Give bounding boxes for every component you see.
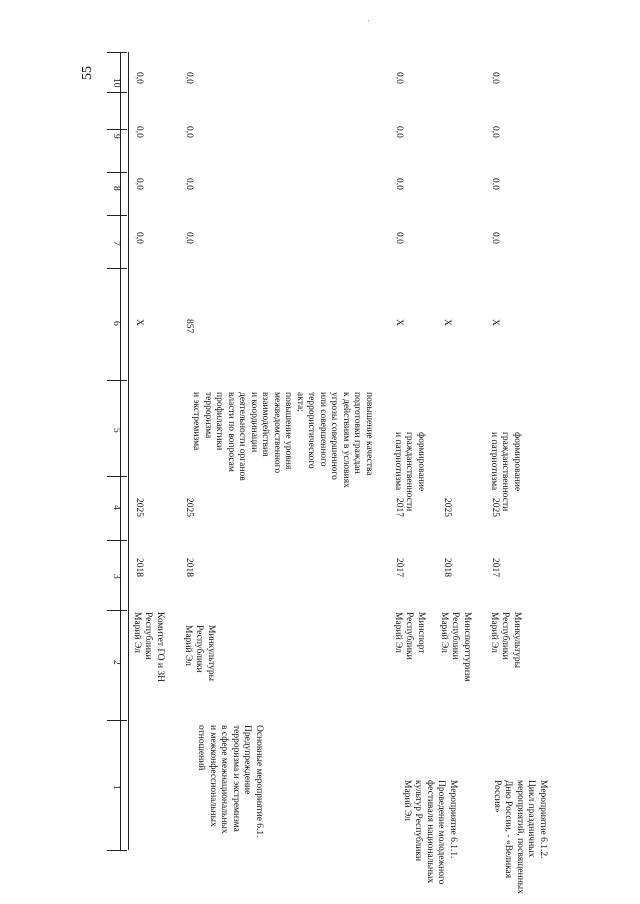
row2-v10: 0,0 bbox=[184, 72, 194, 84]
grid-line bbox=[128, 52, 129, 850]
row2-executor: Минкультуры Республики Марий Эл bbox=[183, 625, 216, 682]
row3-executor-b: Минспорттуризм Республики Марий Эл bbox=[439, 612, 472, 682]
grid-line bbox=[107, 850, 127, 851]
row4-end: 2025 bbox=[490, 498, 500, 517]
page-number: 55 bbox=[80, 66, 95, 80]
row1-v10: 0,0 bbox=[134, 72, 144, 84]
grid-line bbox=[107, 380, 127, 381]
header-col-9: 9 bbox=[111, 134, 121, 139]
header-col-5: 5 bbox=[111, 428, 121, 433]
header-col-3: 3 bbox=[111, 574, 121, 579]
row3-start-a: 2017 bbox=[394, 558, 404, 577]
row3-result: формирование гражданственности и патриотизма bbox=[393, 432, 426, 512]
row2-v7: 0,0 bbox=[184, 232, 194, 244]
row4-executor: Минкультуры Республики Марий Эл bbox=[489, 612, 522, 669]
row2-end: 2025 bbox=[184, 498, 194, 517]
grid-line bbox=[107, 172, 127, 173]
grid-line bbox=[107, 129, 127, 130]
row1-executor: Комитет ГО и ЗН Республики Марий Эл bbox=[132, 612, 165, 682]
row4-result: формирование гражданственности и патриотизма bbox=[489, 432, 522, 512]
header-col-6: 6 bbox=[111, 321, 121, 326]
grid-line bbox=[107, 52, 127, 53]
row4-v7: 0,0 bbox=[490, 232, 500, 244]
row4-start: 2017 bbox=[490, 558, 500, 577]
row2-indicator: 857 bbox=[184, 319, 194, 334]
header-col-2: 2 bbox=[111, 660, 121, 665]
grid-line bbox=[107, 92, 127, 93]
header-col-1: 1 bbox=[111, 785, 121, 790]
row3-v7: 0,0 bbox=[394, 232, 404, 244]
header-col-10: 10 bbox=[111, 78, 121, 88]
row4-indicator: X bbox=[490, 319, 500, 326]
header-col-7: 7 bbox=[111, 241, 121, 246]
header-col-8: 8 bbox=[111, 186, 121, 191]
row2-v9: 0,0 bbox=[184, 126, 194, 138]
row3-v10: 0,0 bbox=[394, 72, 404, 84]
grid-line bbox=[107, 268, 127, 269]
grid-line bbox=[107, 476, 127, 477]
row4-v10: 0,0 bbox=[490, 72, 500, 84]
row3-indicator-b: X bbox=[442, 319, 452, 326]
row2-title: Основные мероприятие 6.1. Предупреждение терроризма и экстремизма в сфере межнациональных и межконфессиональных отношений bbox=[196, 725, 264, 838]
row3-end-b: 2025 bbox=[442, 498, 452, 517]
row1-end: 2025 bbox=[134, 498, 144, 517]
header-col-4: 4 bbox=[111, 505, 121, 510]
row1-v8: 0,0 bbox=[134, 178, 144, 190]
row1-v9: 0,0 bbox=[134, 126, 144, 138]
row4-v9: 0,0 bbox=[490, 126, 500, 138]
row4-v8: 0,0 bbox=[490, 178, 500, 190]
grid-line bbox=[107, 540, 127, 541]
row3-end-a: 2017 bbox=[394, 498, 404, 517]
grid-line bbox=[107, 215, 127, 216]
row3-v9: 0,0 bbox=[394, 126, 404, 138]
grid-line bbox=[107, 720, 127, 721]
row3-title: Мероприятие 6.1.1. Проведение молодежного фестиваля национальных культур Республики Марий Эл bbox=[402, 780, 458, 885]
row3-executor-a: Минспорт Республики Марий Эл bbox=[393, 612, 426, 660]
row1-v7: 0,0 bbox=[134, 232, 144, 244]
row4-title: Мероприятие 6.1.2. Цикл праздничных мероприятий, посвященных Дню России, - «Великая Россия» bbox=[492, 780, 548, 894]
row3-v8: 0,0 bbox=[394, 178, 404, 190]
row2-v8: 0,0 bbox=[184, 178, 194, 190]
row1-indicator: X bbox=[134, 319, 144, 326]
row1-start: 2018 bbox=[134, 558, 144, 577]
row3-start-b: 2018 bbox=[442, 558, 452, 577]
grid-line bbox=[107, 610, 127, 611]
row3-indicator-a: X bbox=[394, 319, 404, 326]
row2-result: повышение качества подготовки граждан к действиям в условиях угрозы совершенного или совершенного террористического акта; повышение уровня межведомственного взаимодействия и координации деятельности органов власти по вопросам профилактики терроризма и экстремизма bbox=[191, 392, 374, 488]
row2-start: 2018 bbox=[184, 558, 194, 577]
